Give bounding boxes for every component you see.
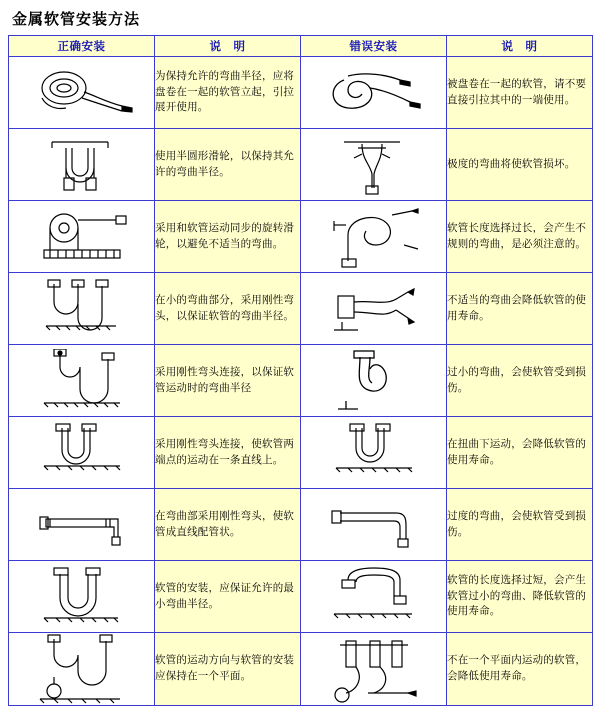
figure-excess-length-small-bend <box>301 561 447 633</box>
header-wrong-installation: 错误安装 <box>301 36 447 57</box>
figure-minimum-bend-radius-u <box>9 561 155 633</box>
description-cell: 采用刚性弯头连接，以保证软管运动时的弯曲半径 <box>155 345 301 417</box>
page-title: 金属软管安装方法 <box>12 10 141 28</box>
description-cell: 软管的长度选择过短，会产生软管过小的弯曲、降低软管的使用寿命。 <box>447 561 593 633</box>
header-correct-description: 说 明 <box>155 36 301 57</box>
hose-diagram-icon <box>9 206 154 268</box>
figure-rigid-elbow-u-loop <box>9 345 155 417</box>
figure-semicircular-sheave-guide <box>9 129 155 201</box>
hose-diagram-icon <box>301 633 446 705</box>
table-row <box>9 273 593 345</box>
hose-diagram-icon <box>9 278 154 340</box>
table-row <box>9 417 593 489</box>
figure-motion-out-of-plane <box>301 633 447 706</box>
table-row <box>9 345 593 417</box>
table-row <box>9 561 593 633</box>
hose-diagram-icon <box>301 422 446 484</box>
description-cell: 为保持允许的弯曲半径，应将盘卷在一起的软管立起，引拉展开使用。 <box>155 57 301 129</box>
figure-torsional-u-bend <box>301 417 447 489</box>
description-cell: 极度的弯曲将使软管损坏。 <box>447 129 593 201</box>
hose-diagram-icon <box>301 349 446 413</box>
hose-diagram-icon <box>9 134 154 196</box>
figure-too-small-bend-radius <box>301 345 447 417</box>
figure-rigid-elbow-straight-ends <box>9 417 155 489</box>
figure-rotating-sheave-with-chain <box>9 201 155 273</box>
description-cell: 采用刚性弯头连接，使软管两端点的运动在一条直线上。 <box>155 417 301 489</box>
description-cell: 在扭曲下运动，会降低软管的使用寿命。 <box>447 417 593 489</box>
figure-long-hose-irregular-loop <box>301 201 447 273</box>
table-row <box>9 201 593 273</box>
hose-diagram-icon <box>301 205 446 269</box>
hose-diagram-icon <box>9 422 154 484</box>
hose-diagram-icon <box>301 62 446 124</box>
figure-over-bending-right-angle <box>301 489 447 561</box>
installation-methods-table <box>8 35 593 706</box>
table-header-row <box>9 36 593 57</box>
figure-straight-pipe-with-elbow <box>9 489 155 561</box>
description-cell: 不适当的弯曲会降低软管的使用寿命。 <box>447 273 593 345</box>
description-cell: 采用和软管运动同步的旋转滑轮，以避免不适当的弯曲。 <box>155 201 301 273</box>
table-row <box>9 57 593 129</box>
description-cell: 被盘卷在一起的软管，请不要直接引拉其中的一端使用。 <box>447 57 593 129</box>
table-row <box>9 489 593 561</box>
hose-diagram-icon <box>9 62 154 124</box>
figure-coiled-hose-pulled-from-side <box>301 57 447 129</box>
figure-coiled-hose-standing-roll <box>9 57 155 129</box>
hose-diagram-icon <box>301 134 446 196</box>
table-row <box>9 633 593 706</box>
hose-diagram-icon <box>301 566 446 628</box>
header-wrong-description: 说 明 <box>447 36 593 57</box>
description-cell: 在弯曲部采用刚性弯头，使软管成直线配管状。 <box>155 489 301 561</box>
hose-diagram-icon <box>9 566 154 628</box>
description-cell: 软管的安装，应保证允许的最小弯曲半径。 <box>155 561 301 633</box>
header-correct-installation: 正确安装 <box>9 36 155 57</box>
hose-diagram-icon <box>9 497 154 553</box>
description-cell: 软管长度选择过长，会产生不规则的弯曲，是必须注意的。 <box>447 201 593 273</box>
table-row <box>9 129 593 201</box>
hose-diagram-icon <box>9 349 154 413</box>
description-cell: 不在一个平面内运动的软管，会降低使用寿命。 <box>447 633 593 706</box>
description-cell: 在小的弯曲部分，采用刚性弯头，以保证软管的弯曲半径。 <box>155 273 301 345</box>
figure-rigid-elbow-small-bend <box>9 273 155 345</box>
figure-sharp-bend-at-fitting <box>301 129 447 201</box>
hose-diagram-icon <box>9 633 154 705</box>
description-cell: 过小的弯曲，会使软管受到损伤。 <box>447 345 593 417</box>
figure-motion-in-same-plane <box>9 633 155 706</box>
hose-diagram-icon <box>301 497 446 553</box>
table-body <box>9 57 593 706</box>
hose-diagram-icon <box>301 278 446 340</box>
description-cell: 过度的弯曲，会使软管受到损伤。 <box>447 489 593 561</box>
description-cell: 使用半圆形滑轮，以保持其允许的弯曲半径。 <box>155 129 301 201</box>
figure-improper-bend-short-life <box>301 273 447 345</box>
description-cell: 软管的运动方向与软管的安装应保持在一个平面。 <box>155 633 301 706</box>
